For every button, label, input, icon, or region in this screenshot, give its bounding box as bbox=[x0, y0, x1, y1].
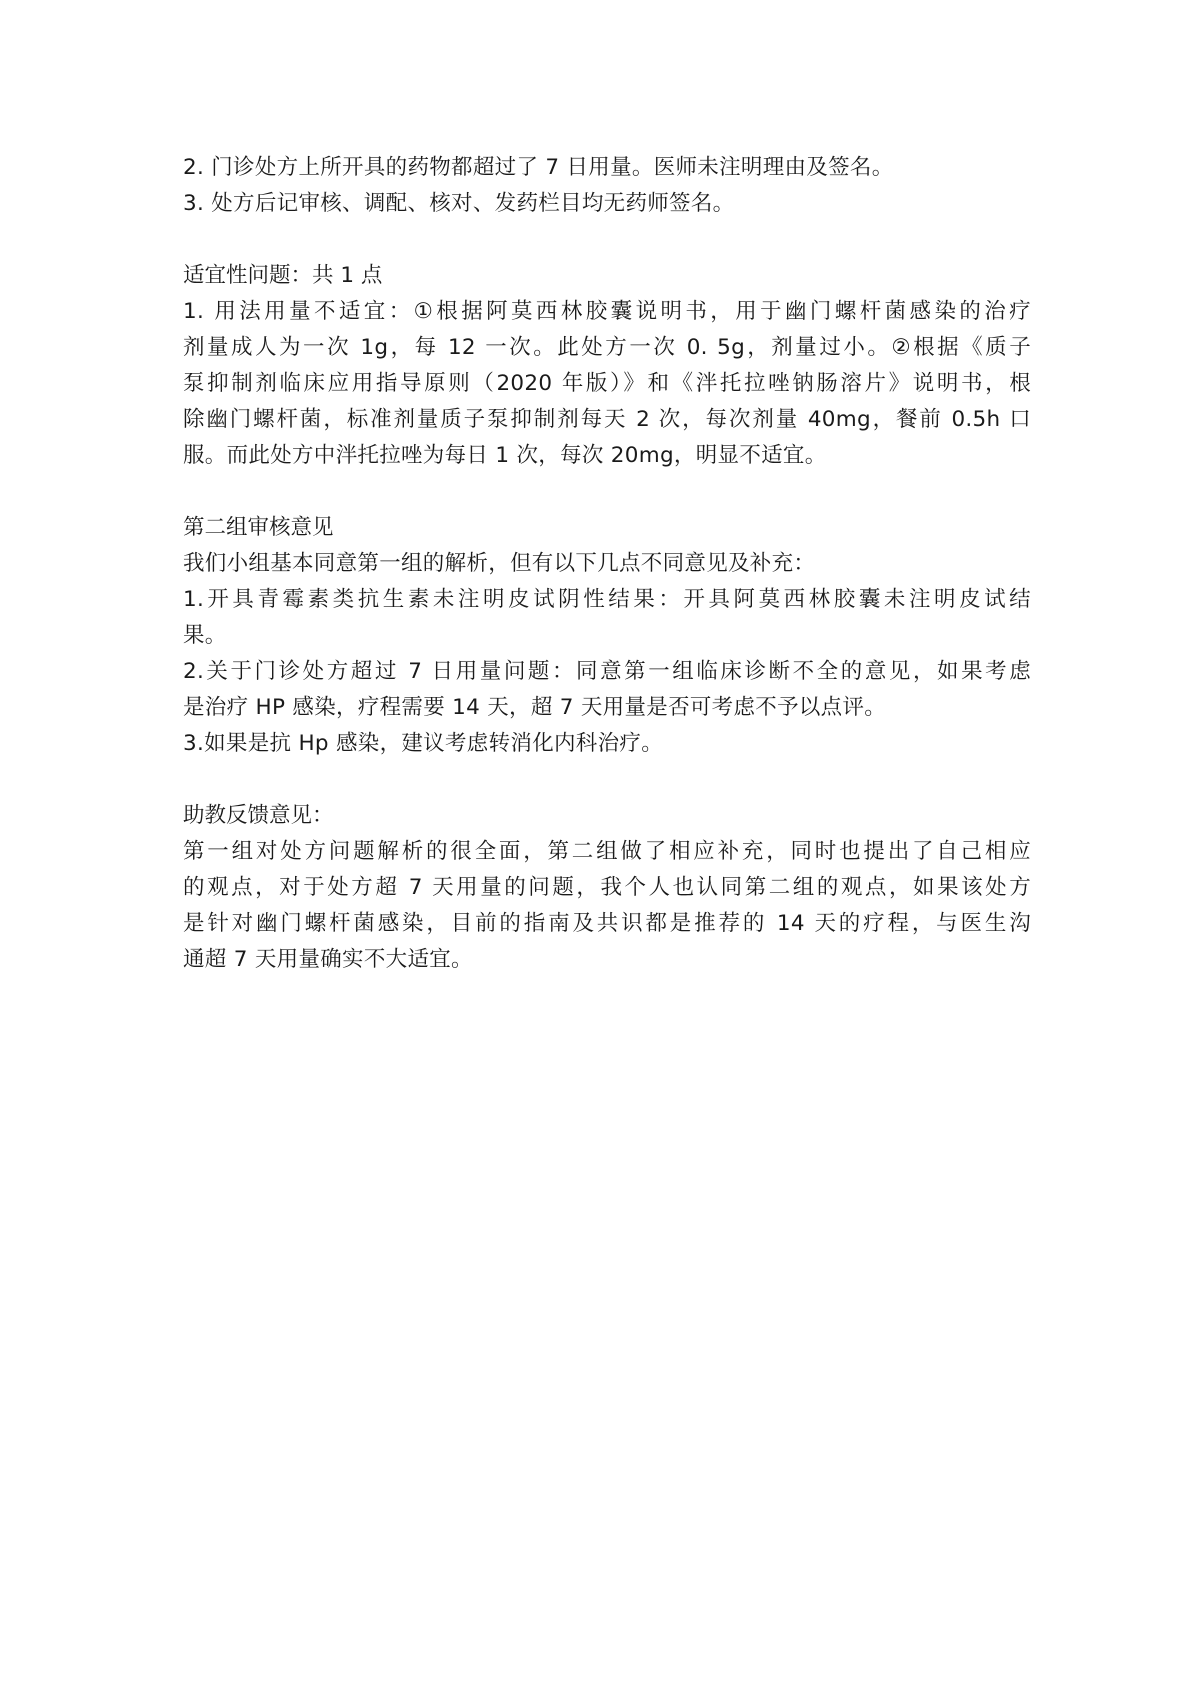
group2-item-1-cont: 果。 bbox=[183, 623, 227, 648]
ta-feedback-line: 是针对幽门螺杆菌感染，目前的指南及共识都是推荐的 14 天的疗程，与医生沟 bbox=[183, 911, 1031, 936]
group2-item-1: 1.开具青霉素类抗生素未注明皮试阴性结果：开具阿莫西林胶囊未注明皮试结 bbox=[183, 587, 1031, 612]
ta-feedback-section bbox=[183, 798, 1031, 978]
prescription-problems-continued bbox=[183, 150, 1031, 222]
spacer bbox=[183, 762, 1031, 798]
suitability-line: 1. 用法用量不适宜：①根据阿莫西林胶囊说明书，用于幽门螺杆菌感染的治疗 bbox=[183, 299, 1031, 324]
ta-feedback-line: 通超 7 天用量确实不大适宜。 bbox=[183, 947, 473, 972]
suitability-heading: 适宜性问题：共 1 点 bbox=[183, 263, 383, 288]
ta-feedback-heading: 助教反馈意见： bbox=[183, 803, 334, 828]
group2-intro: 我们小组基本同意第一组的解析，但有以下几点不同意见及补充： bbox=[183, 551, 816, 576]
spacer bbox=[183, 222, 1031, 258]
suitability-section bbox=[183, 258, 1031, 474]
document-body bbox=[183, 150, 1031, 978]
group2-item-3: 3.如果是抗 Hp 感染，建议考虑转消化内科治疗。 bbox=[183, 731, 663, 756]
spacer bbox=[183, 474, 1031, 510]
problem-item-2: 2. 门诊处方上所开具的药物都超过了 7 日用量。医师未注明理由及签名。 bbox=[183, 155, 894, 180]
suitability-line: 服。而此处方中泮托拉唑为每日 1 次，每次 20mg，明显不适宜。 bbox=[183, 443, 827, 468]
group2-item-2-cont: 是治疗 HP 感染，疗程需要 14 天，超 7 天用量是否可考虑不予以点评。 bbox=[183, 695, 887, 720]
group2-heading: 第二组审核意见 bbox=[183, 515, 334, 540]
group2-section bbox=[183, 510, 1031, 762]
ta-feedback-line: 第一组对处方问题解析的很全面，第二组做了相应补充，同时也提出了自己相应 bbox=[183, 839, 1031, 864]
suitability-line: 除幽门螺杆菌，标准剂量质子泵抑制剂每天 2 次，每次剂量 40mg，餐前 0.5h 口 bbox=[183, 407, 1031, 432]
ta-feedback-line: 的观点，对于处方超 7 天用量的问题，我个人也认同第二组的观点，如果该处方 bbox=[183, 875, 1031, 900]
suitability-line: 泵抑制剂临床应用指导原则（2020 年版）》和《泮托拉唑钠肠溶片》说明书，根 bbox=[183, 371, 1031, 396]
group2-item-2: 2.关于门诊处方超过 7 日用量问题：同意第一组临床诊断不全的意见，如果考虑 bbox=[183, 659, 1031, 684]
suitability-line: 剂量成人为一次 1g，每 12 一次。此处方一次 0. 5g，剂量过小。②根据《质子 bbox=[183, 335, 1031, 360]
problem-item-3: 3. 处方后记审核、调配、核对、发药栏目均无药师签名。 bbox=[183, 191, 735, 216]
